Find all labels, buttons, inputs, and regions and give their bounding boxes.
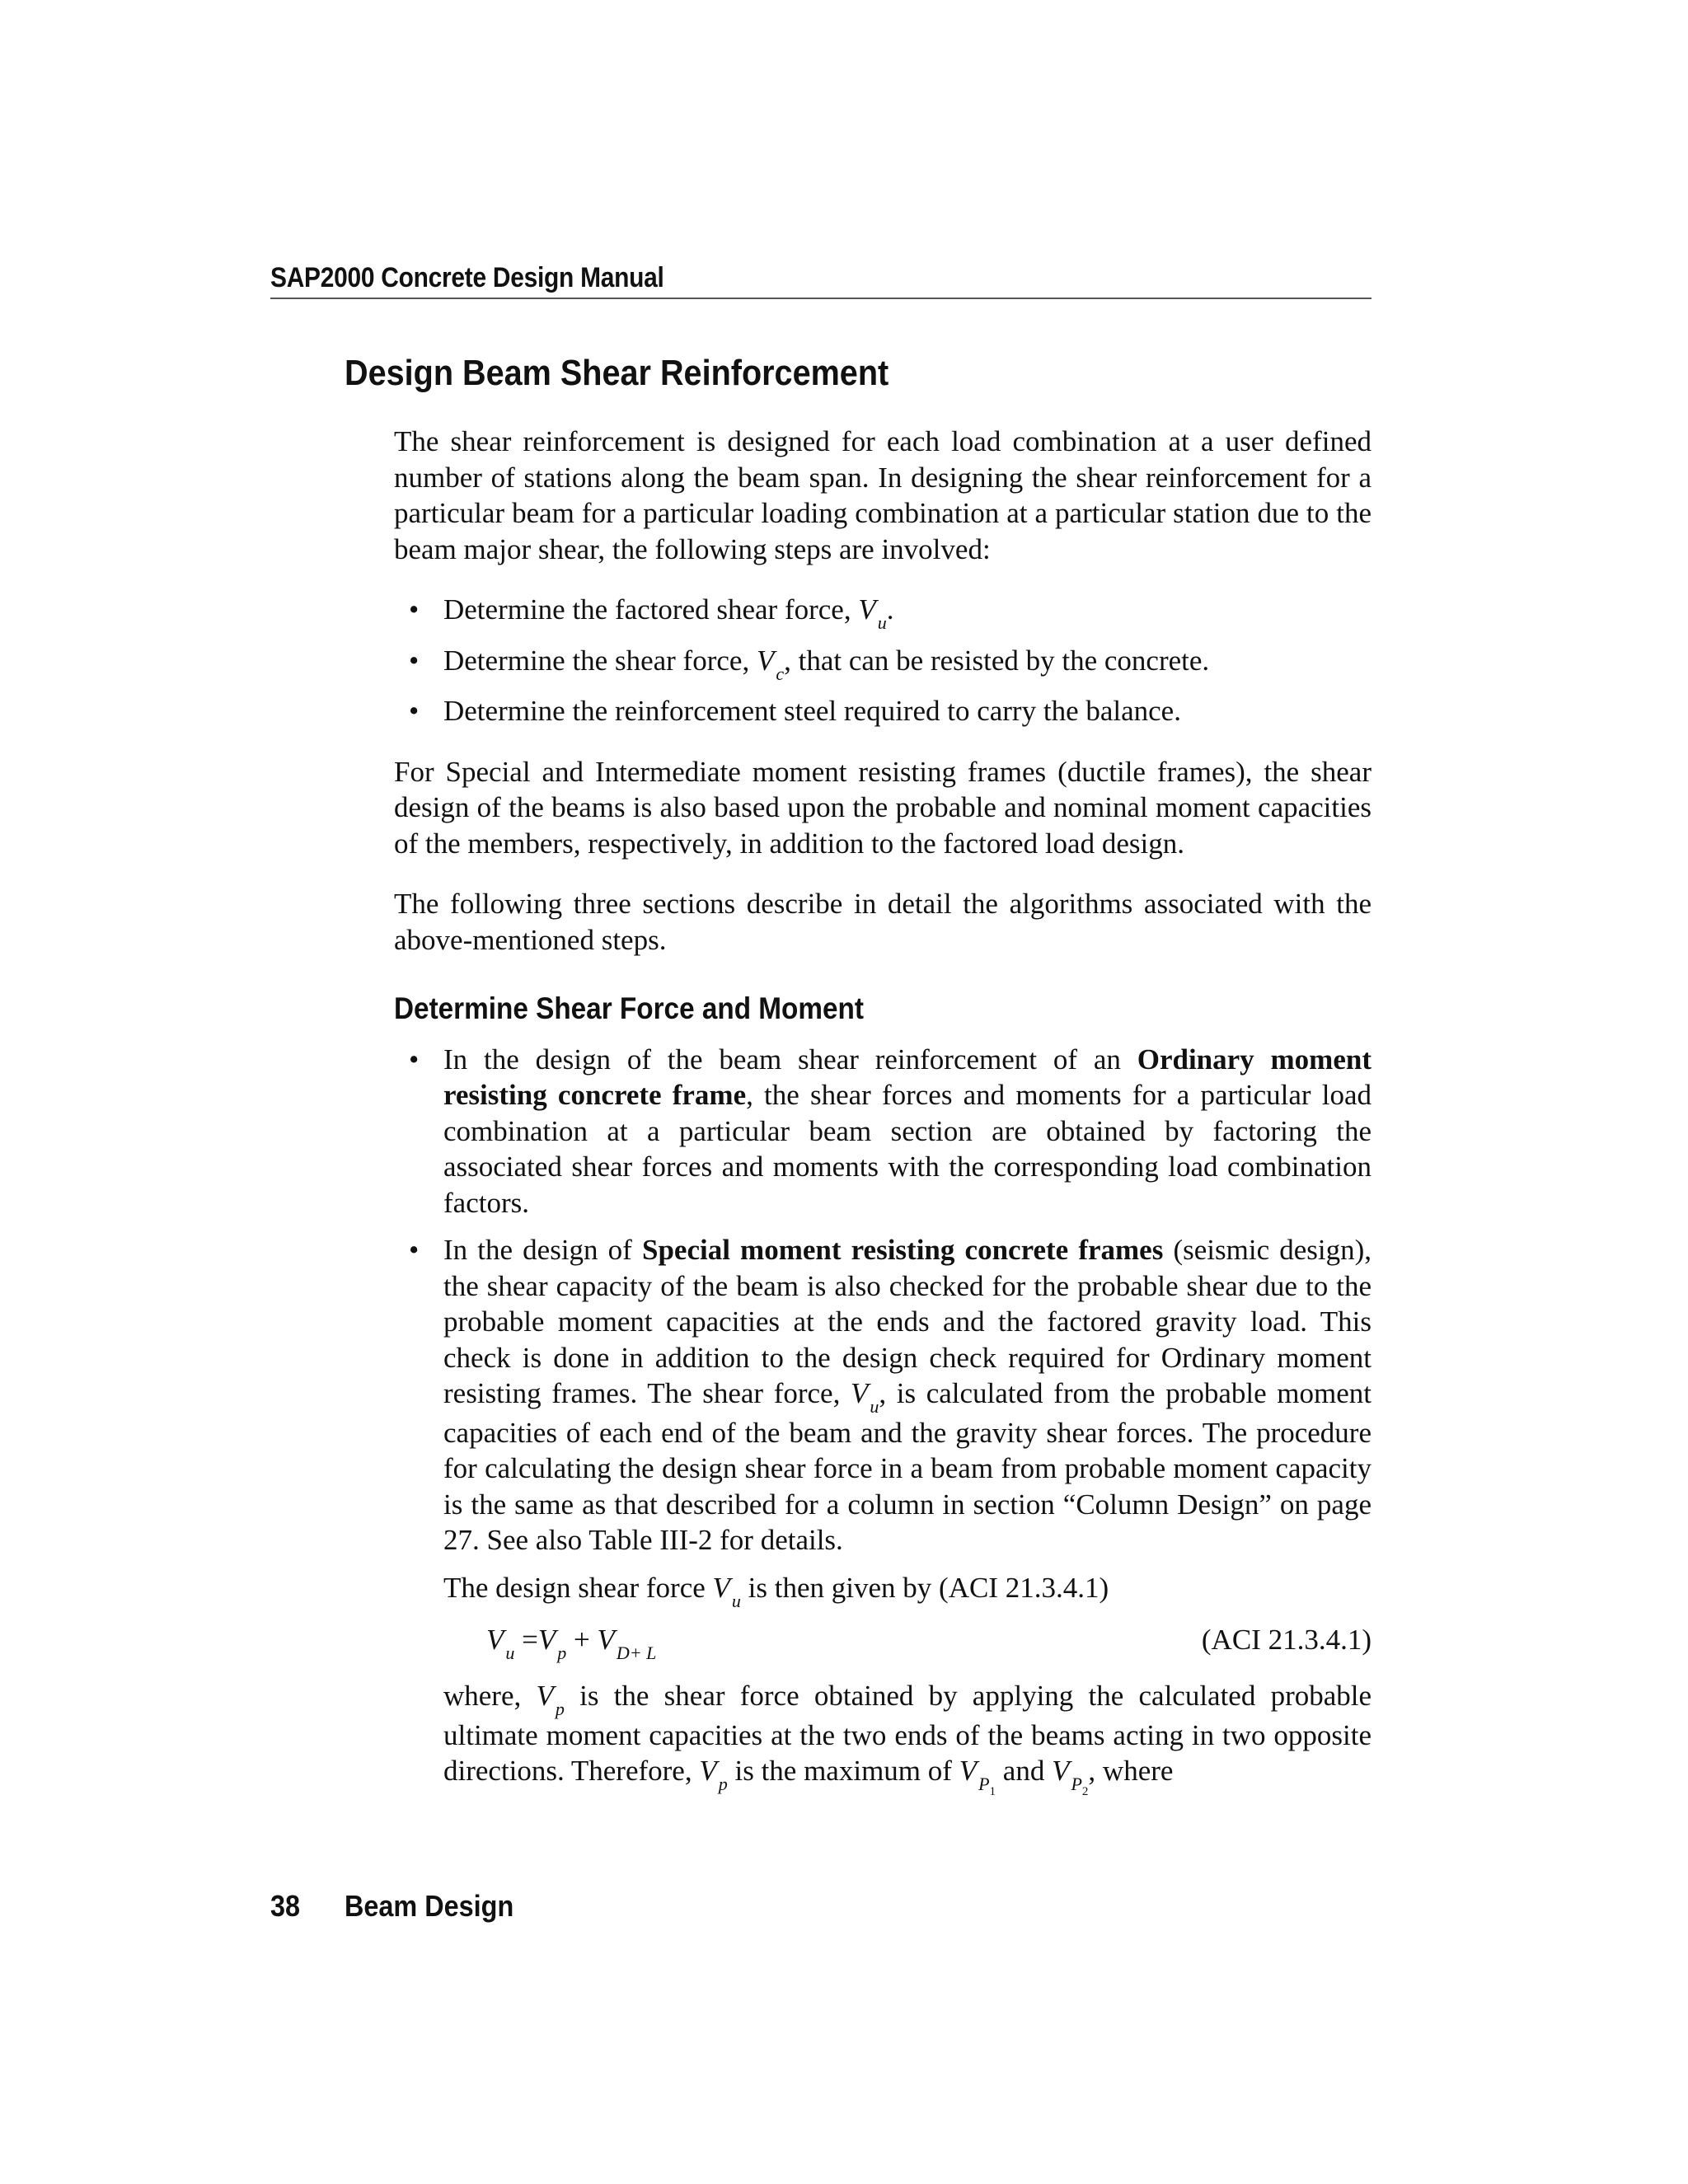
intro-paragraph: The shear reinforcement is designed for each load combination at a user defined number of stations along the beam span. In designing the shear reinforcement for a particular beam for a particular loading combination at a particular station due to the beam major shear, the following steps are involved: — [394, 425, 1372, 565]
manual-title: SAP2000 Concrete Design Manual — [270, 262, 664, 293]
frame-bullets — [394, 1042, 1372, 1558]
page-number: 38 — [270, 1889, 301, 1923]
where-paragraph: where, $V_p$ is the shear force obtained by applying the calculated probable ultimate moment capacities at the two ends of the beams acting in two opposite directions. Therefore, $V_p$ is the maximum of $V_{P_1}$ and $V_{P_2}$, where — [443, 1680, 1372, 1798]
step-item: • Determine the factored shear force, $V_u$. — [394, 592, 1372, 631]
subsection-title: Determine Shear Force and Moment — [394, 991, 864, 1025]
sections-paragraph: The following three sections describe in detail the algorithms associated with the above-mentioned steps. — [394, 888, 1372, 956]
step-item: • Determine the shear force, $V_c$, that can be resisted by the concrete. — [394, 643, 1372, 682]
page-body — [394, 424, 1372, 1796]
equation-formula: $V_u =V_p + V_{D+ L}$ — [486, 1624, 657, 1663]
ductile-paragraph: For Special and Intermediate moment resisting frames (ductile frames), the shear design of the beams is also based upon the probable and nominal moment capacities of the members, respectively, in addition to the factored load design. — [394, 755, 1372, 860]
footer-section: Beam Design — [345, 1889, 514, 1923]
shear-equation — [394, 1622, 1372, 1663]
page-footer — [270, 1889, 513, 1924]
bullet-ordinary-frame: • In the design of the beam shear reinforcement of an Ordinary moment resisting concrete frame, the shear forces and moments for a particular load combination at a particular beam section are obtained by factoring the associated shear forces and moments with the corresponding load combination factors. — [394, 1042, 1372, 1221]
running-header — [270, 262, 1372, 299]
step-item: • Determine the reinforcement steel required to carry the balance. — [394, 693, 1372, 729]
bullet-special-frame: • In the design of Special moment resisting concrete frames (seismic design), the shear capacity of the beam is also checked for the probable shear due to the probable moment capacities at the ends and the factored gravity load. This check is done in addition to the design check required for Ordinary moment resisting frames. The shear force, $V_u$, is calculated from the probable moment capacities of each end of the beam and the gravity shear forces. The procedure for calculating the design shear force in a beam from probable moment capacity is the same as that described for a column in section “Column Design” on page 27. See also Table III-2 for details. — [394, 1232, 1372, 1558]
steps-list — [394, 592, 1372, 729]
section-title: Design Beam Shear Reinforcement — [345, 353, 889, 393]
equation-reference: (ACI 21.3.4.1) — [1201, 1624, 1372, 1656]
design-shear-paragraph: The design shear force $V_u$ is then given by (ACI 21.3.4.1) — [443, 1571, 1109, 1611]
